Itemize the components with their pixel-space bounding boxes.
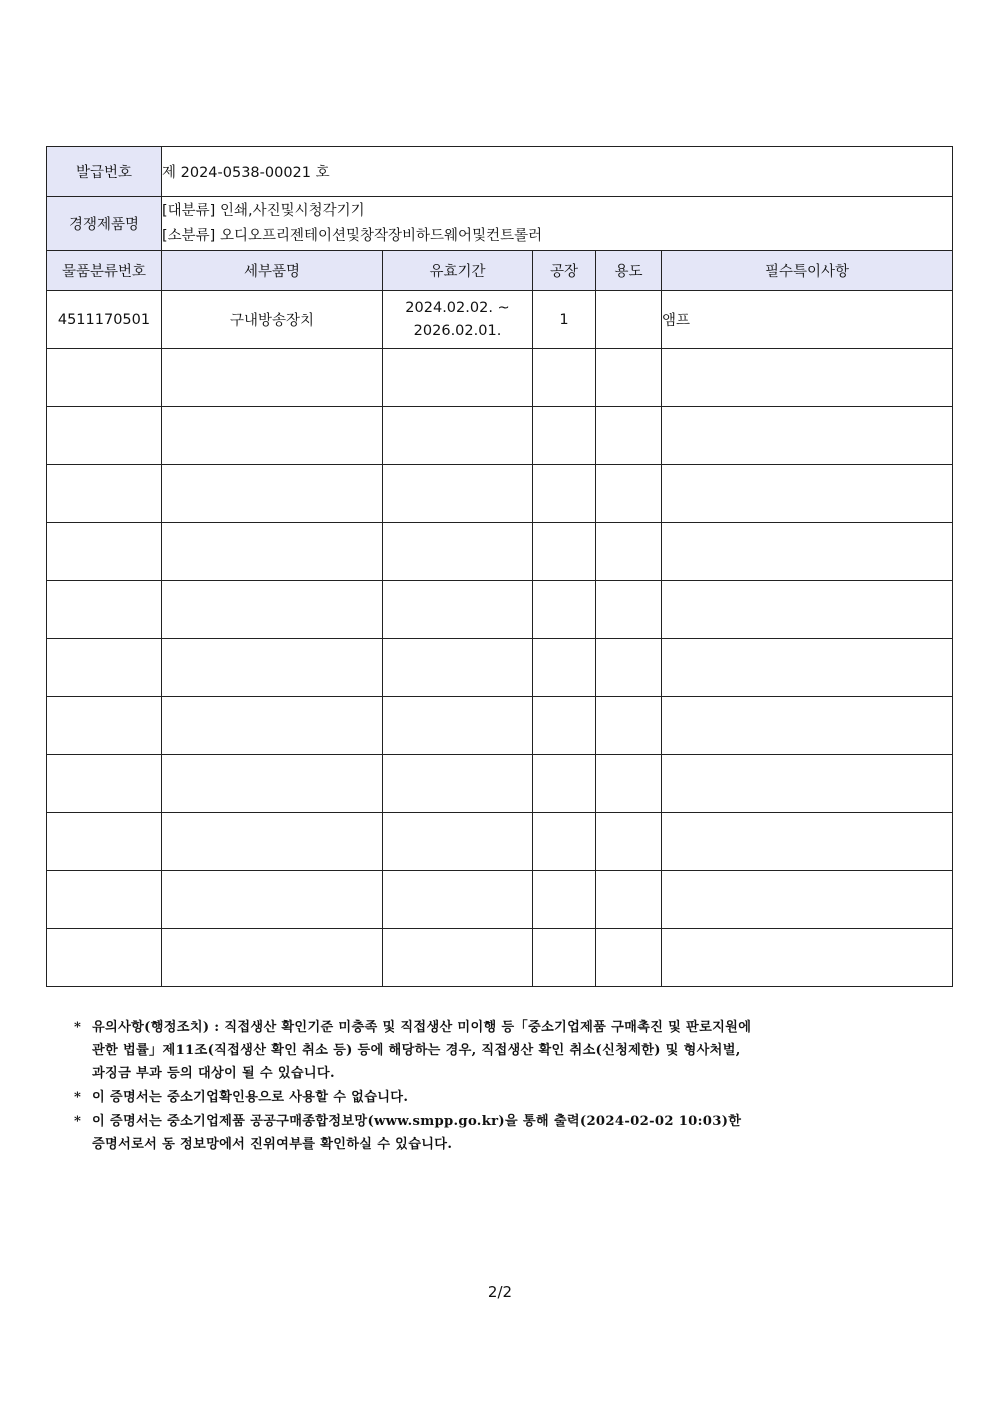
cell-remarks	[662, 523, 953, 581]
cell-use	[596, 349, 662, 407]
cell-remarks: 앰프	[662, 291, 953, 349]
cell-remarks	[662, 871, 953, 929]
cell-code: 4511170501	[47, 291, 162, 349]
cell-code	[47, 755, 162, 813]
cell-factory	[533, 407, 596, 465]
note-marker: *	[74, 1020, 82, 1035]
col-header-code: 물품분류번호	[47, 251, 162, 291]
cell-item-name	[162, 813, 383, 871]
cell-factory	[533, 871, 596, 929]
cell-item-name	[162, 407, 383, 465]
note-marker: *	[74, 1090, 82, 1105]
cell-remarks	[662, 465, 953, 523]
table-row	[47, 639, 953, 697]
cell-code	[47, 813, 162, 871]
cell-item-name	[162, 929, 383, 987]
cell-validity	[383, 813, 533, 871]
certificate-table	[46, 146, 953, 987]
col-header-use: 용도	[596, 251, 662, 291]
cell-item-name	[162, 349, 383, 407]
cell-validity	[383, 349, 533, 407]
cell-factory	[533, 929, 596, 987]
cell-remarks	[662, 697, 953, 755]
cell-remarks	[662, 929, 953, 987]
note-item	[74, 1086, 954, 1109]
cell-remarks	[662, 639, 953, 697]
cell-code	[47, 697, 162, 755]
cell-validity	[383, 523, 533, 581]
cell-use	[596, 523, 662, 581]
col-header-item-name: 세부품명	[162, 251, 383, 291]
cell-code	[47, 465, 162, 523]
product-name-label: 경쟁제품명	[47, 197, 162, 251]
issue-number-label: 발급번호	[47, 147, 162, 197]
page-number: 2/2	[487, 1283, 513, 1301]
table-row	[47, 871, 953, 929]
cell-factory	[533, 697, 596, 755]
col-header-validity: 유효기간	[383, 251, 533, 291]
cell-item-name	[162, 697, 383, 755]
cell-use	[596, 291, 662, 349]
col-header-remarks: 필수특이사항	[662, 251, 953, 291]
table-row	[47, 407, 953, 465]
cell-code	[47, 349, 162, 407]
note-text: 유의사항(행정조치) : 직접생산 확인기준 미충족 및 직접생산 미이행 등「중소기업제품 구매촉진 및 판로지원에 관한 법률」제11조(직접생산 확인 취소 등) 등에 해당하는 경우, 직접생산 확인 취소(신청제한) 및 형사처벌, 과징금 부과 등의 대상이 될 수 있습니다.	[92, 1020, 752, 1081]
cell-validity	[383, 929, 533, 987]
notes-section	[74, 1016, 954, 1157]
table-row	[47, 813, 953, 871]
note-text: 이 증명서는 중소기업확인용으로 사용할 수 없습니다.	[92, 1090, 409, 1105]
table-row	[47, 349, 953, 407]
cell-validity	[383, 639, 533, 697]
validity-start: 2024.02.02. ~	[405, 299, 510, 316]
cell-code	[47, 639, 162, 697]
table-row	[47, 581, 953, 639]
cell-validity	[383, 697, 533, 755]
cell-remarks	[662, 813, 953, 871]
cell-item-name: 구내방송장치	[162, 291, 383, 349]
cell-use	[596, 871, 662, 929]
cell-code	[47, 523, 162, 581]
product-major-category: [대분류] 인쇄,사진및시청각기기	[162, 202, 365, 219]
cell-code	[47, 871, 162, 929]
cell-code	[47, 929, 162, 987]
table-row	[47, 291, 953, 349]
cell-validity	[383, 407, 533, 465]
cell-use	[596, 465, 662, 523]
cell-item-name	[162, 639, 383, 697]
issue-number-row	[47, 147, 953, 197]
cell-use	[596, 755, 662, 813]
cell-factory	[533, 465, 596, 523]
cell-use	[596, 929, 662, 987]
cell-factory	[533, 523, 596, 581]
cell-item-name	[162, 465, 383, 523]
cell-factory	[533, 813, 596, 871]
cell-validity	[383, 871, 533, 929]
cell-factory: 1	[533, 291, 596, 349]
cell-use	[596, 639, 662, 697]
note-marker: *	[74, 1114, 82, 1129]
cell-use	[596, 407, 662, 465]
cell-validity	[383, 581, 533, 639]
cell-factory	[533, 581, 596, 639]
cell-factory	[533, 639, 596, 697]
note-text: 이 증명서는 중소기업제품 공공구매종합정보망(www.smpp.go.kr)을 통해 출력(2024-02-02 10:03)한 증명서로서 동 정보망에서 진위여부를 확인하실 수 있습니다.	[92, 1114, 742, 1152]
cell-remarks	[662, 581, 953, 639]
cell-validity	[383, 291, 533, 349]
cell-code	[47, 407, 162, 465]
cell-use	[596, 697, 662, 755]
cell-item-name	[162, 755, 383, 813]
product-name-value	[162, 197, 953, 251]
note-item	[74, 1016, 954, 1085]
cell-factory	[533, 755, 596, 813]
cell-factory	[533, 349, 596, 407]
cell-validity	[383, 465, 533, 523]
table-row	[47, 929, 953, 987]
table-row	[47, 697, 953, 755]
cell-use	[596, 581, 662, 639]
issue-number-value: 제 2024-0538-00021 호	[162, 147, 953, 197]
col-header-factory: 공장	[533, 251, 596, 291]
cell-code	[47, 581, 162, 639]
product-name-row	[47, 197, 953, 251]
cell-use	[596, 813, 662, 871]
cell-remarks	[662, 755, 953, 813]
product-minor-category: [소분류] 오디오프리젠테이션및창작장비하드웨어및컨트롤러	[162, 227, 543, 244]
cell-remarks	[662, 407, 953, 465]
cell-remarks	[662, 349, 953, 407]
cell-validity	[383, 755, 533, 813]
table-row	[47, 465, 953, 523]
column-header-row	[47, 251, 953, 291]
cell-item-name	[162, 581, 383, 639]
cell-item-name	[162, 523, 383, 581]
note-item	[74, 1110, 954, 1156]
table-row	[47, 523, 953, 581]
certificate-table-container	[46, 146, 952, 987]
cell-item-name	[162, 871, 383, 929]
validity-end: 2026.02.01.	[413, 322, 502, 339]
table-row	[47, 755, 953, 813]
